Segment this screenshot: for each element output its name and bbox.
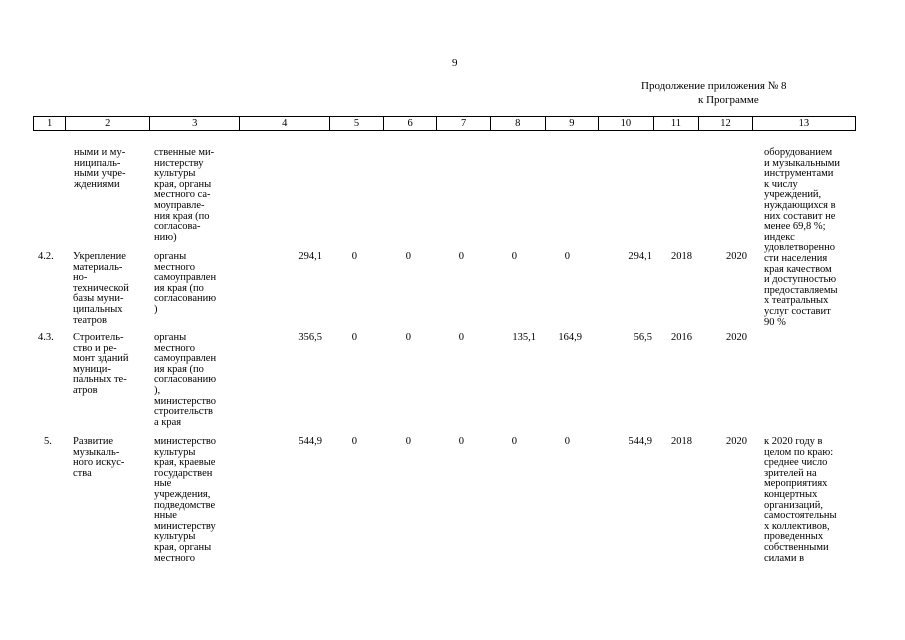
- row-col9: 164,9: [558, 332, 582, 343]
- row-start-year: 2018: [671, 436, 692, 447]
- row-col8: 0: [511, 436, 517, 447]
- row-total: 544,9: [298, 436, 322, 447]
- header-col-8: 8: [490, 117, 545, 131]
- header-col-6: 6: [383, 117, 437, 131]
- row-end-year: 2020: [726, 251, 747, 262]
- row-name: Строитель- ство и ре- монт зданий муници- пальных те- атров: [73, 332, 129, 396]
- header-col-2: 2: [66, 117, 150, 131]
- row-col5: 0: [351, 436, 357, 447]
- row-col9: 0: [564, 251, 570, 262]
- row-col10: 544,9: [628, 436, 652, 447]
- row-start-year: 2016: [671, 332, 692, 343]
- row-col8: 135,1: [512, 332, 536, 343]
- header-col-4: 4: [240, 117, 330, 131]
- continuation-title: Продолжение приложения № 8: [641, 80, 787, 92]
- header-col-1: 1: [34, 117, 66, 131]
- fragment-executor: ственные ми- нистерству культуры края, органы местного са- моуправле- ния края (по согласова- нию): [154, 147, 215, 243]
- row-col5: 0: [351, 251, 357, 262]
- row-executor: министерство культуры края, краевые государствен ные учреждения, подведомстве нные министерству культуры края, органы местного: [154, 436, 217, 564]
- header-col-7: 7: [437, 117, 491, 131]
- row-total: 356,5: [298, 332, 322, 343]
- row-col10: 56,5: [633, 332, 652, 343]
- row-executor: органы местного самоуправлен ия края (по согласованию ), министерство строительств а края: [154, 332, 217, 428]
- row-col10: 294,1: [628, 251, 652, 262]
- row-col8: 0: [511, 251, 517, 262]
- header-col-13: 13: [752, 117, 855, 131]
- row-name: Развитие музыкаль- ного искус- ства: [73, 436, 125, 479]
- continuation-subtitle: к Программе: [698, 94, 759, 106]
- row-total: 294,1: [298, 251, 322, 262]
- row-end-year: 2020: [726, 436, 747, 447]
- header-col-9: 9: [545, 117, 599, 131]
- row-name: Укрепление материаль- но- технической базы муни- ципальных театров: [73, 251, 129, 326]
- header-col-5: 5: [330, 117, 384, 131]
- row-number: 5.: [44, 436, 52, 447]
- fragment-name: ными и му- ниципаль- ными учре- ждениями: [74, 147, 126, 190]
- header-col-10: 10: [599, 117, 654, 131]
- row-col7: 0: [458, 332, 464, 343]
- row-number: 4.3.: [38, 332, 54, 343]
- header-col-11: 11: [653, 117, 698, 131]
- row-col7: 0: [458, 251, 464, 262]
- row-col6: 0: [405, 436, 411, 447]
- page-number: 9: [452, 57, 458, 69]
- row-col6: 0: [405, 332, 411, 343]
- fragment-result: оборудованием и музыкальными инструментами к числу учреждений, нуждающихся в них составит не менее 69,8 %; индекс удовлетворенно сти населения края качеством и доступностью предоставляемы х театральных услуг составит 90 %: [764, 147, 841, 328]
- row-end-year: 2020: [726, 332, 747, 343]
- row-number: 4.2.: [38, 251, 54, 262]
- row-col6: 0: [405, 251, 411, 262]
- row-col7: 0: [458, 436, 464, 447]
- header-col-12: 12: [699, 117, 753, 131]
- column-number-header: [33, 116, 856, 131]
- row-start-year: 2018: [671, 251, 692, 262]
- row-result: к 2020 году в целом по краю: среднее число зрителей на мероприятиях концертных организаций, самостоятельны х коллективов, проведенных собственными силами в: [764, 436, 837, 564]
- row-col9: 0: [564, 436, 570, 447]
- header-col-3: 3: [150, 117, 240, 131]
- row-col5: 0: [351, 332, 357, 343]
- row-executor: органы местного самоуправлен ия края (по согласованию ): [154, 251, 217, 315]
